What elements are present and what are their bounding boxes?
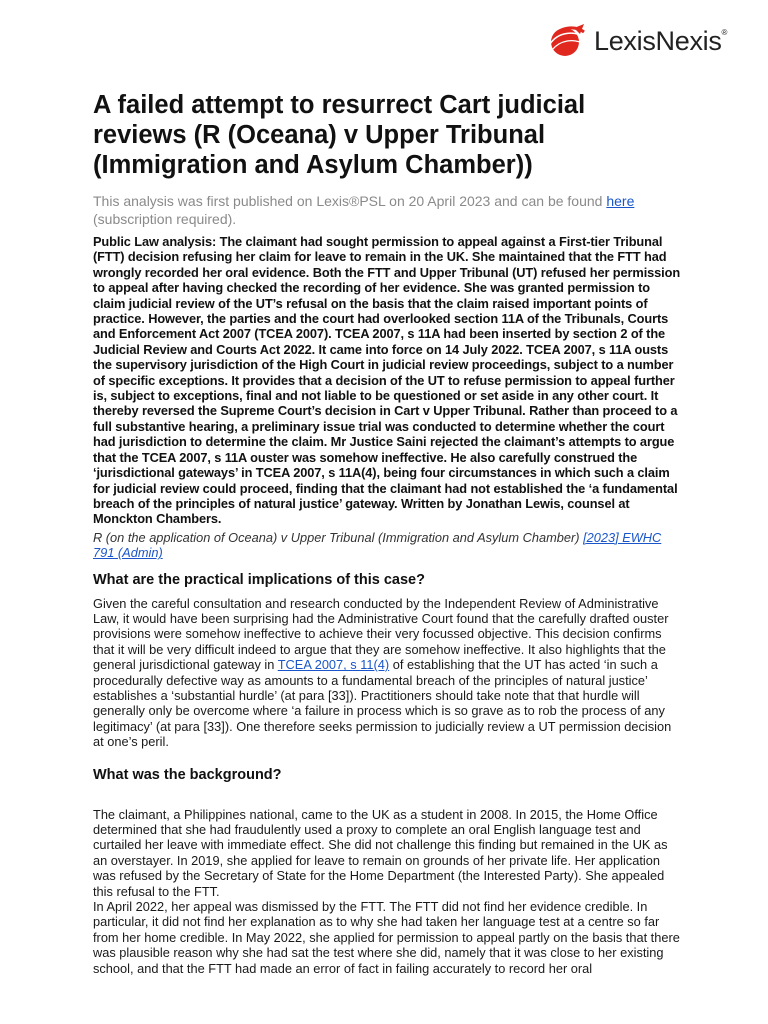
tcea-link[interactable]: TCEA 2007, s 11(4) xyxy=(277,657,390,673)
here-link[interactable]: here xyxy=(606,193,635,209)
lexisnexis-emblem-icon xyxy=(544,22,590,60)
brand-name: LexisNexis® xyxy=(594,25,728,56)
background-paragraph-1: The claimant, a Philippines national, came to the UK as a student in 2008. In 2015, the Home Office determined that she had fraudulently used a proxy to complete an oral English language test and curtailed her leave with immediate effect. She did not challenge this finding but remained in the UK as an overstayer. In 2019, she applied for leave to remain on grounds of her private life. Her application was refused by the Secretary of State for the Home Department (the Interested Party). She appealed this refusal to the FTT. xyxy=(93,806,668,899)
analysis-summary: Public Law analysis: The claimant had sought permission to appeal against a First-tier Tribunal (FTT) decision refusing her claim for leave to remain in the UK. She maintained that the FTT had wrongly recorded her oral evidence. Both the FTT and Upper Tribunal (UT) refused her permission to appeal after having checked the recording of her evidence. She was granted permission to claim judicial review of the UT’s refusal on the basis that the claim raised important points of practice. However, the parties and the court had overlooked section 11A of the Tribunals, Courts and Enforcement Act 2007 (TCEA 2007). TCEA 2007, s 11A had been inserted by section 2 of the Judicial Review and Courts Act 2022. It came into force on 14 July 2022. TCEA 2007, s 11A ousts the supervisory jurisdiction of the High Court in judicial review proceedings, subject to a number of specific exceptions. It provides that a decision of the UT to refuse permission to appeal further is, subject to exceptions, final and not liable to be questioned or set aside in any other court. It thereby reversed the Supreme Court’s decision in Cart v Upper Tribunal. Rather than proceed to a full substantive hearing, a preliminary issue trial was conducted to determine whether the court had jurisdiction to determine the claim. Mr Justice Saini rejected the claimant’s attempts to argue that the TCEA 2007, s 11A ouster was somehow ineffective. He also carefully construed the ‘jurisdictional gateways’ in TCEA 2007, s 11A(4), being four circumstances in which such a claim for judicial review could proceed, finding that the claimant had not established the ‘a fundamental breach of the principles of natural justice’ gateway. Written by Jonathan Lewis, counsel at Monckton Chambers. xyxy=(93,234,681,527)
background-paragraph-2: In April 2022, her appeal was dismissed by the FTT. The FTT did not find her evidence credible. In particular, it did not find her explanation as to why she had taken her language test at a centre so far from her home credible. In May 2022, she applied for permission to appeal partly on the basis that there was plausible reason why she had sat the test where she did, namely that it was close to her existing school, and that the FTT had made an error of fact in failing accurately to record her oral xyxy=(93,899,680,976)
article-title: A failed attempt to resurrect Cart judicial reviews (R (Oceana) v Upper Tribunal (Immigration and Asylum Chamber)) xyxy=(93,91,586,179)
lexisnexis-logo xyxy=(544,22,727,60)
case-citation: R (on the application of Oceana) v Upper Tribunal (Immigration and Asylum Chamber) [2023] EWHC 791 (Admin) xyxy=(93,529,662,561)
implications-paragraph: Given the careful consultation and research conducted by the Independent Review of Administrative Law, it would have been surprising had the Administrative Court found that the carefully drafted ouster provisions were somehow ineffective to achieve their very focussed objective. This decision confirms that it will be very difficult indeed to argue that they are somehow ineffective. It also highlights that the general jurisdictional gateway in TCEA 2007, s 11(4) of establishing that the UT has acted ‘in such a procedurally defective way as amounts to a fundamental breach of the principles of natural justice’ establishes a ‘substantial hurdle’ (at para [33]). Practitioners should take note that that hurdle will generally only be overcome where ‘a failure in process which is so grave as to rob the process of any legitimacy’ (at para [33]). One therefore seeks permission to judicially review a UT permission decision at one’s peril. xyxy=(93,595,672,750)
citation-link[interactable]: [2023] EWHC 791 (Admin) xyxy=(93,529,662,561)
section-heading-background: What was the background? xyxy=(93,766,282,783)
article xyxy=(93,90,683,976)
section-heading-implications: What are the practical implications of this case? xyxy=(93,571,425,588)
publication-note: This analysis was first published on Lexis®PSL on 20 April 2023 and can be found here (subscription required). xyxy=(93,193,635,227)
